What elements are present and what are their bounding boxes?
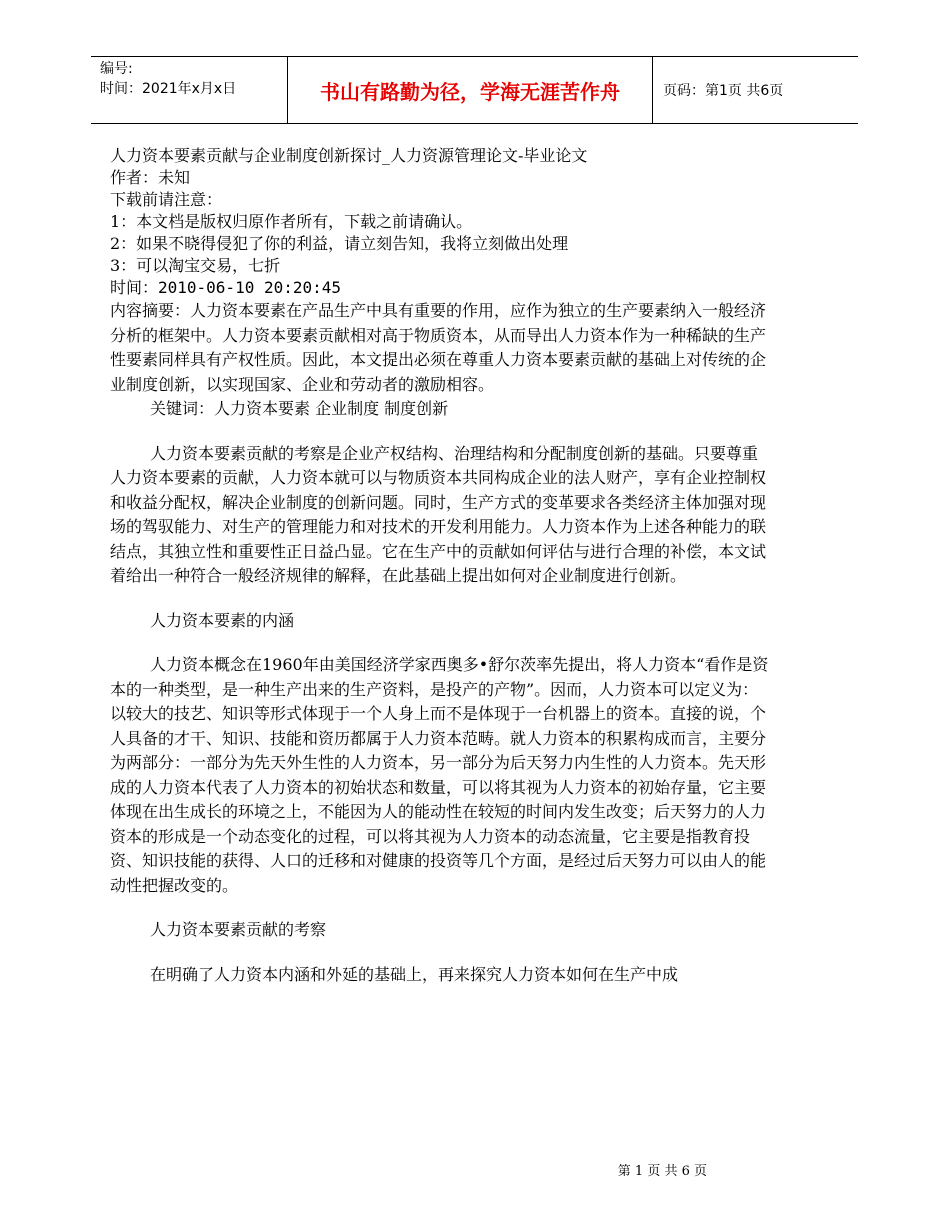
document-author: 作者：未知 <box>110 168 191 187</box>
notice-item-1: 1：本文档是版权归原作者所有，下载之前请确认。 <box>110 212 473 231</box>
abstract-paragraph: 内容摘要：人力资本要素在产品生产中具有重要的作用，应作为独立的生产要素纳入一般经济分析的框架中。人力资本要素贡献相对高于物质资本，从而导出人力资本作为一种稀缺的生产性要素同样具有产权性质。因此，本文提出必须在尊重人力资本要素贡献的基础上对传统的企业制度创新，以实现国家、企业和劳动者的激励相容。 <box>110 301 767 394</box>
body-paragraph-2: 人力资本概念在1960年由美国经济学家西奥多•舒尔茨率先提出，将人力资本“看作是资本的一种类型，是一种生产出来的生产资料，是投产的产物”。因而，人力资本可以定义为：以较大的技艺、知识等形式体现于一个人身上而不是体现于一台机器上的资本。直接的说，个人具备的才干、知识、技能和资历都属于人力资本范畴。就人力资本的积累构成而言，主要分为两部分：一部分为先天外生性的人力资本，另一部分为后天努力内生性的人力资本。先天形成的人力资本代表了人力资本的初始状态和数量，可以将其视为人力资本的初始存量，它主要体现在出生成长的环境之上，不能因为人的能动性在较短的时间内发生改变；后天努力的人力资本的形成是一个动态变化的过程，可以将其视为人力资本的动态流量，它主要是指教育投资、知识技能的获得、人口的迁移和对健康的投资等几个方面，是经过后天努力可以由人的能动性把握改变的。 <box>110 655 769 895</box>
section-heading-2: 人力资本要素贡献的考察 <box>150 920 327 939</box>
body-paragraph-3: 在明确了人力资本内涵和外延的基础上，再来探究人力资本如何在生产中成 <box>150 964 679 984</box>
header-motto: 书山有路勤为径，学海无涯苦作舟 <box>320 79 620 104</box>
keywords: 关键词：人力资本要素 企业制度 制度创新 <box>150 399 449 418</box>
notice-item-3: 3：可以淘宝交易，七折 <box>110 256 281 275</box>
footer-page-number: 第 1 页 共 6 页 <box>617 1164 707 1179</box>
notice-item-2: 2：如果不晓得侵犯了你的利益，请立刻告知，我将立刻做出处理 <box>110 234 569 253</box>
document-time-label: 时间：2021年x月x日 <box>100 81 237 97</box>
page-footer <box>0 1160 950 1179</box>
header-motto-box <box>287 56 653 124</box>
document-number-label: 编号: <box>100 61 133 77</box>
document-title: 人力资本要素贡献与企业制度创新探讨_人力资源管理论文-毕业论文 <box>110 146 588 165</box>
header-meta <box>100 59 236 99</box>
page-header <box>91 56 858 124</box>
section-heading-1: 人力资本要素的内涵 <box>150 610 295 630</box>
document-body <box>110 145 770 987</box>
body-paragraph-1: 人力资本要素贡献的考察是企业产权结构、治理结构和分配制度创新的基础。只要尊重人力资本要素的贡献，人力资本就可以与物质资本共同构成企业的法人财产，享有企业控制权和收益分配权，解决企业制度的创新问题。同时，生产方式的变革要求各类经济主体加强对现场的驾驭能力、对生产的管理能力和对技术的开发利用能力。人力资本作为上述各种能力的联结点，其独立性和重要性正日益凸显。它在生产中的贡献如何评估与进行合理的补偿，本文试着给出一种符合一般经济规律的解释，在此基础上提出如何对企业制度进行创新。 <box>110 443 767 585</box>
document-time: 时间：2010-06-10 20:20:45 <box>110 278 342 297</box>
header-page-label: 页码：第1页 共6页 <box>663 83 784 99</box>
notice-title: 下载前请注意： <box>110 190 223 209</box>
